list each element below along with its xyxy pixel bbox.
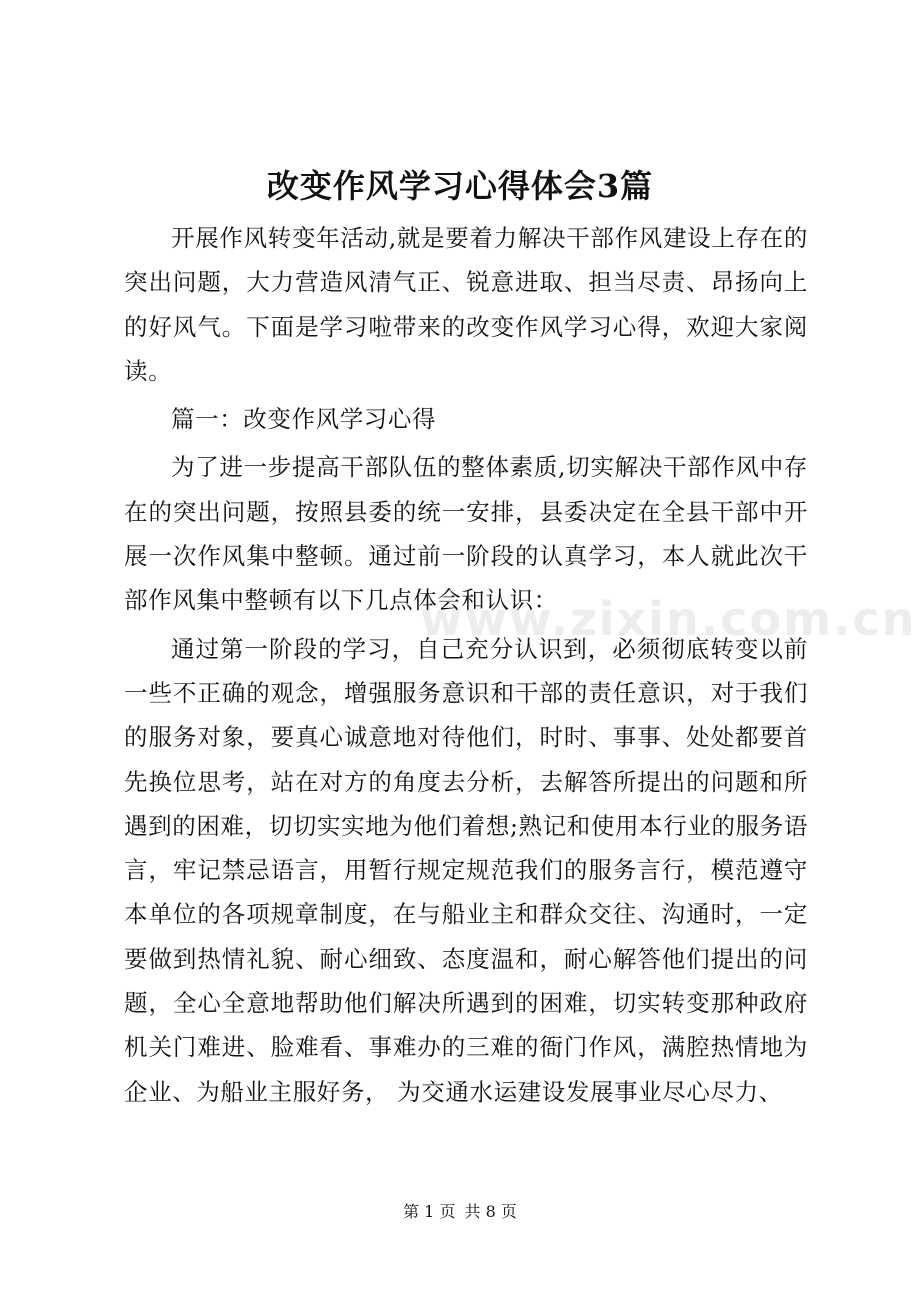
paragraph-intro: 开展作风转变年活动,就是要着力解决干部作风建设上存在的突出问题，大力营造风清气正、锐意进取、担当尽责、昂扬向上的好风气。下面是学习啦带来的改变作风学习心得，欢迎大家阅读。 bbox=[124, 224, 808, 385]
page-number-current: 第 1 页 bbox=[403, 1202, 456, 1221]
paragraph-reflection: 通过第一阶段的学习，自己充分认识到，必须彻底转变以前一些不正确的观念，增强服务意识和干部的责任意识，对于我们的服务对象，要真心诚意地对待他们，时时、事事、处处都要首先换位思考，站在对方的角度去分析，去解答所提出的问题和所遇到的困难，切切实实地为他们着想;熟记和使用本行业的服务语言，牢记禁忌语言，用暂行规定规范我们的服务言行，模范遵守本单位的各项规章制度，在与船业主和群众交往、沟通时，一定要做到热情礼貌、耐心细致、态度温和，耐心解答他们提出的问题，全心全意地帮助他们解决所遇到的困难，切实转变那种政府机关门难进、脸难看、事难办的三难的衙门作风，满腔热情地为企业、为船业主服好务， 为交通水运建设发展事业尽心尽力、 bbox=[124, 634, 808, 1106]
section-heading: 篇一：改变作风学习心得 bbox=[171, 405, 437, 434]
document-title: 改变作风学习心得体会3篇 bbox=[266, 167, 654, 205]
page-footer bbox=[0, 1198, 920, 1226]
watermark-text: www.zixin.com.cn bbox=[420, 592, 917, 646]
paragraph-background: 为了进一步提高干部队伍的整体素质,切实解决干部作风中存在的突出问题，按照县委的统一安排，县委决定在全县干部中开展一次作风集中整顿。通过前一阶段的认真学习，本人就此次干部作风集中整顿有以下几点体会和认识： bbox=[124, 453, 808, 615]
document-body bbox=[124, 216, 808, 1118]
page-number-total: 共 8 页 bbox=[464, 1202, 517, 1221]
